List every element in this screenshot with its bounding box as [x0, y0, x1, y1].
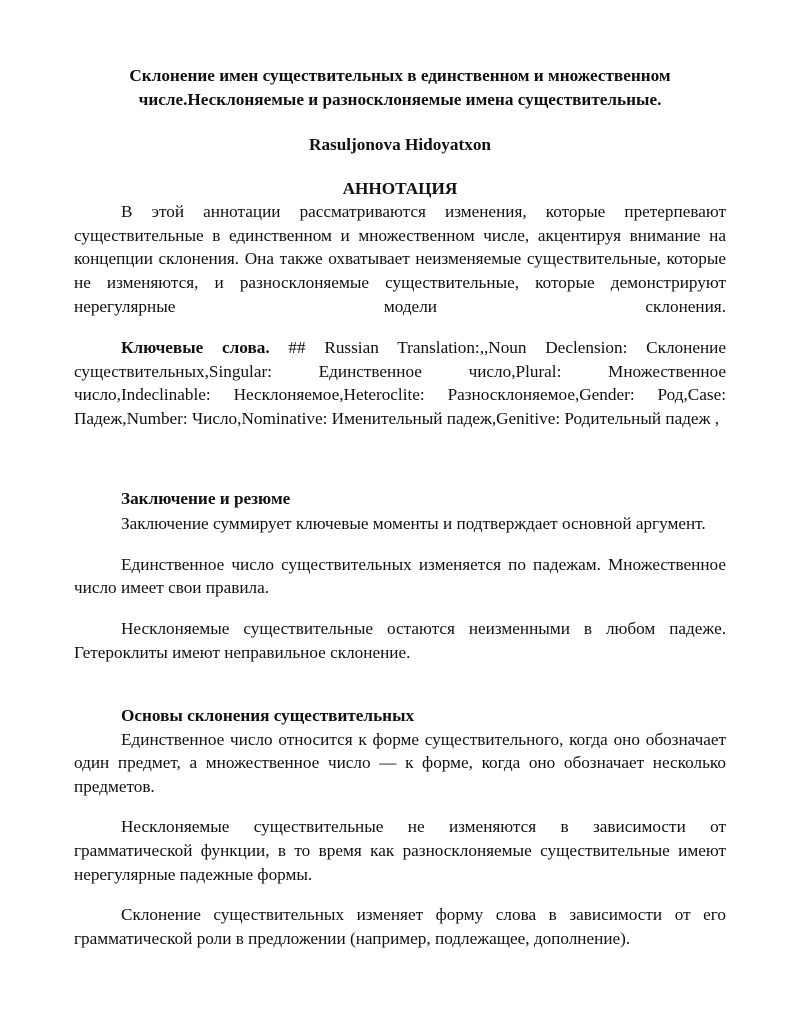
- paragraph: Единственное число существительных изменяется по падежам. Множественное число имеет свои правила.: [74, 554, 726, 598]
- document-title: Склонение имен существительных в единственном и множественном числе.Несклоняемые и разносклоняемые имена существительные.: [129, 66, 671, 109]
- section-heading-basics: Основы склонения существительных: [121, 706, 415, 726]
- paragraph: Несклоняемые существительные не изменяются в зависимости от грамматической функции, в то время как разносклоняемые существительные имеют нерегулярные падежные формы.: [74, 817, 726, 884]
- abstract-heading: АННОТАЦИЯ: [342, 178, 458, 198]
- section-heading-conclusion: Заключение и резюме: [121, 488, 291, 508]
- paragraph: Заключение суммирует ключевые моменты и подтверждает основной аргумент.: [121, 514, 706, 534]
- keywords-text: ## Russian Translation:,,Noun Declension: Склонение существительных,Singular: Единственное число,Plural: Множественное число,Indeclinable: Несклоняемое,Heteroclite: Разносклоняемое,Gender: Род,Case: Падеж,Number: Число,Nominative: Именительный падеж,Genitive: Родительный падеж ,: [74, 338, 726, 428]
- paragraph: Несклоняемые существительные остаются неизменными в любом падеже. Гетероклиты имеют неправильное склонение.: [74, 618, 726, 662]
- paragraph: Единственное число относится к форме существительного, когда оно обозначает один предмет, а множественное число — к форме, когда оно обозначает несколько предметов.: [74, 729, 726, 796]
- paragraph: Склонение существительных изменяет форму слова в зависимости от его грамматической роли в предложении (например, подлежащее, дополнение).: [74, 905, 726, 948]
- document-body: [74, 64, 726, 950]
- keywords-label: Ключевые слова.: [121, 338, 270, 358]
- author-name: Rasuljonova Hidoyatxon: [309, 135, 491, 154]
- keywords-paragraph: [74, 336, 726, 430]
- abstract-paragraph: В этой аннотации рассматриваются изменения, которые претерпевают существительные в единственном и множественном числе, акцентируя внимание на концепции склонения. Она также охватывает неизменяемые существительные, которые не изменяются, и разносклоняемые существительные, которые демонстрируют нерегулярные модели склонения.: [74, 202, 726, 316]
